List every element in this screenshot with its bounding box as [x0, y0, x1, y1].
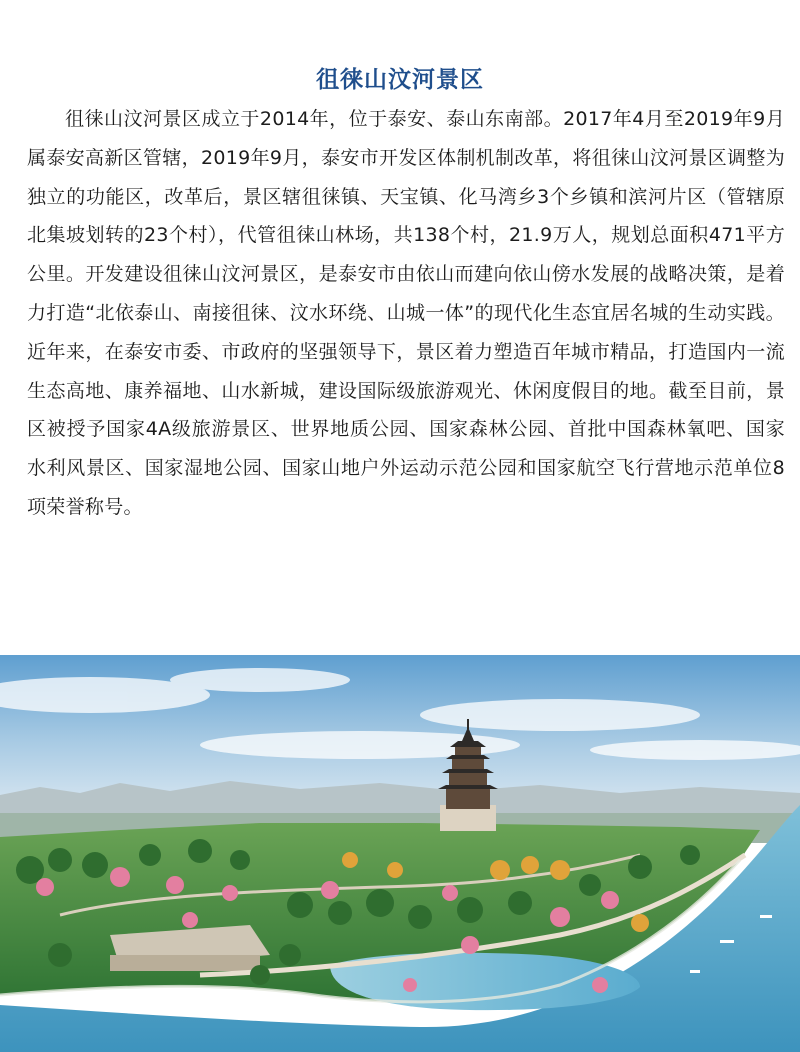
page-title: 徂徕山汶河景区 — [316, 66, 484, 94]
intro-paragraph: 徂徕山汶河景区成立于2014年，位于泰安、泰山东南部。2017年4月至2019年9月属泰安高新区管辖，2019年9月，泰安市开发区体制机制改革，将徂徕山汶河景区调整为独立的功能区，改革后，景区辖徂徕镇、天宝镇、化马湾乡3个乡镇和滨河片区（管辖原北集坡划转的23个村），代管徂徕山林场，共138个村，21.9万人，规划总面积471平方公里。开发建设徂徕山汶河景区，是泰安市由依山而建向依山傍水发展的战略决策，是着力打造“北依泰山、南接徂徕、汶水环绕、山城一体”的现代化生态宜居名城的生动实践。近年来，在泰安市委、市政府的坚强领导下，景区着力塑造百年城市精品，打造国内一流生态高地、康养福地、山水新城，建设国际级旅游观光、休闲度假目的地。截至目前，景区被授予国家4A级旅游景区、世界地质公园、国家森林公园、首批中国森林氧吧、国家水利风景区、国家湿地公园、国家山地户外运动示范公园和国家航空飞行营地示范单位8项荣誉称号。 — [27, 108, 785, 518]
scenic-area-illustration — [0, 655, 800, 1052]
stairs — [110, 955, 260, 971]
